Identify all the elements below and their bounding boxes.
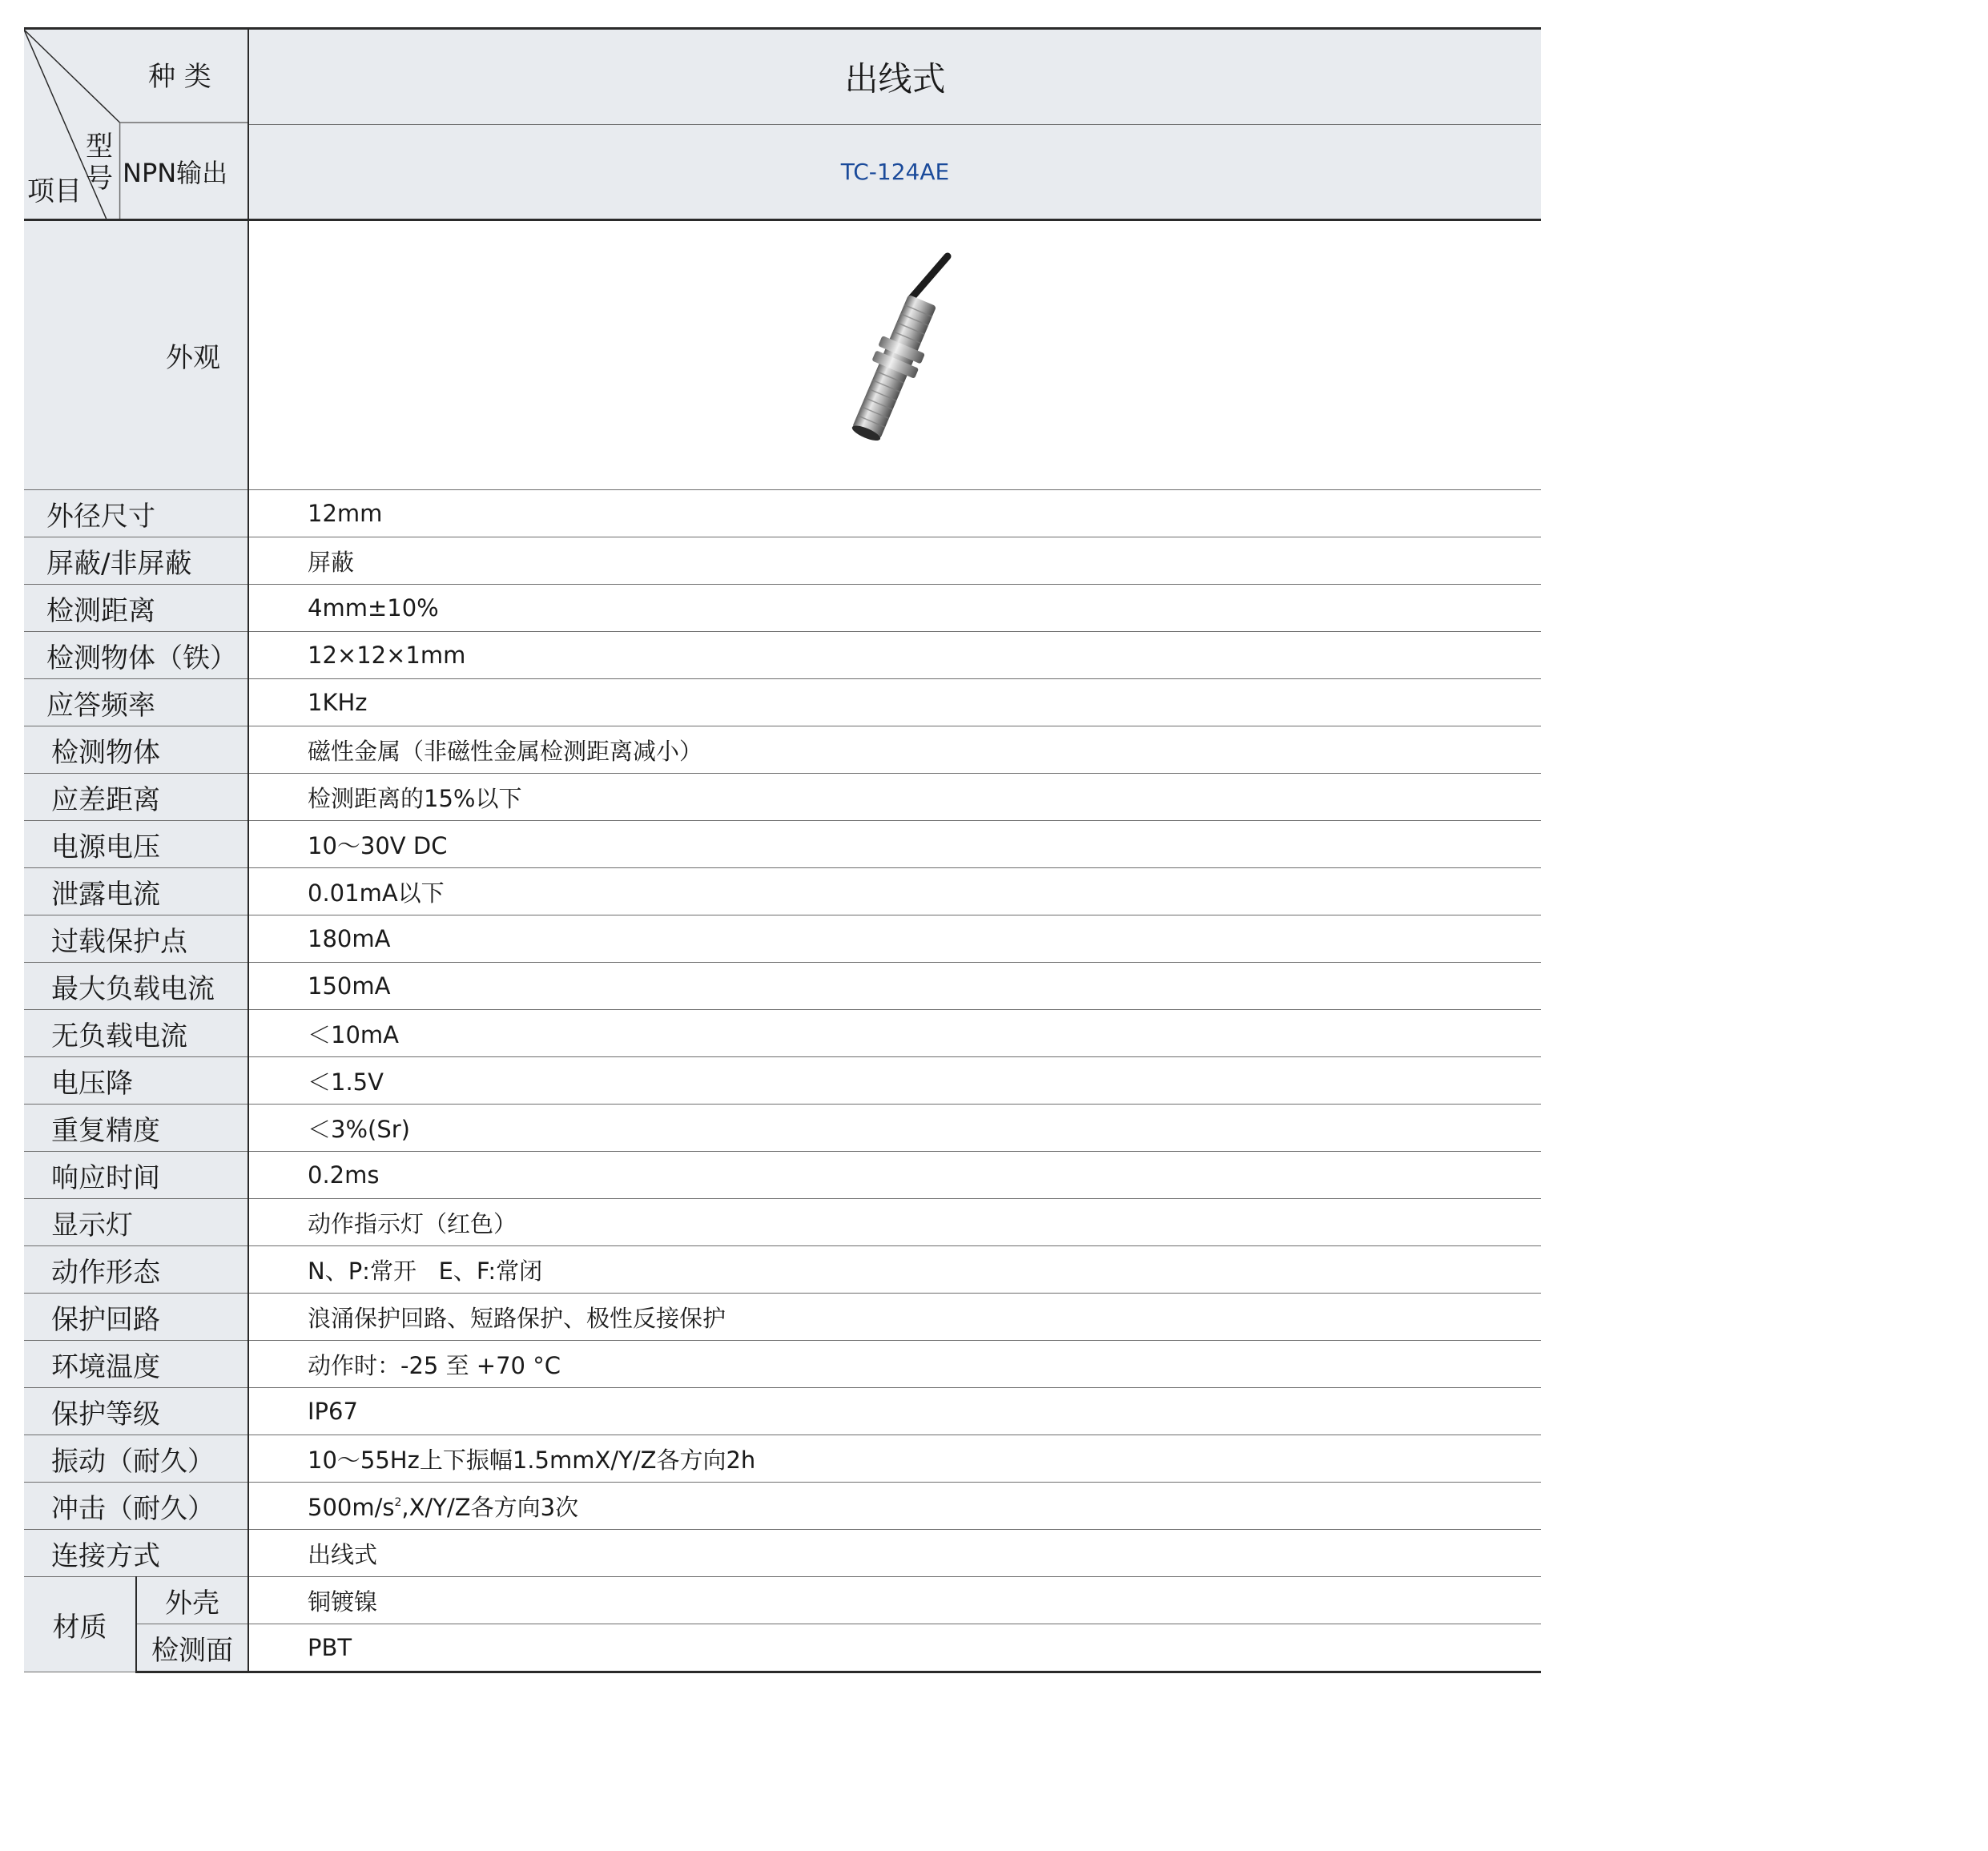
spec-label-max-load-current: 最大负载电流 [24, 963, 248, 1010]
spec-value-indicator: 动作指示灯（红色） [248, 1199, 1541, 1246]
spec-label-response-time: 响应时间 [24, 1152, 248, 1199]
appearance-label: 外观 [24, 220, 248, 490]
category-value: 出线式 [248, 29, 1541, 125]
spec-label-ambient-temperature: 环境温度 [24, 1341, 248, 1388]
spec-label-no-load-current: 无负载电流 [24, 1010, 248, 1057]
spec-value-hysteresis: 检测距离的15%以下 [248, 774, 1541, 821]
shock-value-main: 500m/s [308, 1493, 395, 1521]
model-value: TC-124AE [248, 124, 1541, 220]
spec-label-sensing-distance: 检测距离 [24, 585, 248, 632]
spec-value-vibration: 10～55Hz上下振幅1.5mmX/Y/Z各方向2h [248, 1435, 1541, 1483]
material-label: 材质 [24, 1577, 136, 1672]
item-label: 项目 [27, 175, 82, 207]
spec-label-outer-diameter: 外径尺寸 [24, 490, 248, 537]
material-face-label: 检测面 [136, 1624, 248, 1672]
spec-value-voltage-drop: ＜1.5V [248, 1057, 1541, 1105]
shock-value-tail: ,X/Y/Z各方向3次 [401, 1493, 579, 1521]
category-label: 种 类 [148, 61, 211, 93]
spec-label-indicator: 显示灯 [24, 1199, 248, 1246]
spec-label-detectable-object: 检测物体 [24, 726, 248, 774]
spec-value-output-mode: N、P:常开 E、F:常闭 [248, 1246, 1541, 1294]
spec-value-repeatability: ＜3%(Sr) [248, 1105, 1541, 1152]
spec-label-shielding: 屏蔽/非屏蔽 [24, 537, 248, 585]
spec-table [24, 27, 1541, 1673]
spec-value-leakage-current: 0.01mA以下 [248, 868, 1541, 915]
spec-value-shock [248, 1483, 1541, 1530]
spec-value-no-load-current: ＜10mA [248, 1010, 1541, 1057]
spec-label-target-iron: 检测物体（铁） [24, 632, 248, 679]
material-housing-value: 铜镀镍 [248, 1577, 1541, 1624]
model-label: 型号 [86, 131, 113, 195]
spec-value-sensing-distance: 4mm±10% [248, 585, 1541, 632]
spec-value-protection-grade: IP67 [248, 1388, 1541, 1435]
spec-label-voltage-drop: 电压降 [24, 1057, 248, 1105]
spec-value-connection: 出线式 [248, 1530, 1541, 1577]
material-housing-label: 外壳 [136, 1577, 248, 1624]
spec-label-vibration: 振动（耐久） [24, 1435, 248, 1483]
appearance-image-cell [248, 220, 1541, 490]
spec-label-shock: 冲击（耐久） [24, 1483, 248, 1530]
spec-value-detectable-object: 磁性金属（非磁性金属检测距离减小） [248, 726, 1541, 774]
spec-value-overload-protection: 180mA [248, 915, 1541, 963]
spec-label-protection-circuit: 保护回路 [24, 1294, 248, 1341]
spec-label-supply-voltage: 电源电压 [24, 821, 248, 868]
spec-value-outer-diameter: 12mm [248, 490, 1541, 537]
spec-label-overload-protection: 过载保护点 [24, 915, 248, 963]
spec-label-repeatability: 重复精度 [24, 1105, 248, 1152]
spec-label-protection-grade: 保护等级 [24, 1388, 248, 1435]
npn-output-label: NPN输出 [123, 158, 228, 188]
sensor-image [815, 250, 976, 458]
spec-label-leakage-current: 泄露电流 [24, 868, 248, 915]
spec-value-protection-circuit: 浪涌保护回路、短路保护、极性反接保护 [248, 1294, 1541, 1341]
spec-sheet [24, 27, 1541, 1673]
spec-label-connection: 连接方式 [24, 1530, 248, 1577]
spec-label-response-frequency: 应答频率 [24, 679, 248, 726]
spec-value-shielding: 屏蔽 [248, 537, 1541, 585]
header-corner-cell [24, 29, 248, 220]
spec-label-hysteresis: 应差距离 [24, 774, 248, 821]
shock-value-exponent: 2 [394, 1495, 402, 1509]
material-face-value: PBT [248, 1624, 1541, 1672]
spec-value-ambient-temperature: 动作时：-25 至 +70 °C [248, 1341, 1541, 1388]
spec-value-target-iron: 12×12×1mm [248, 632, 1541, 679]
spec-value-response-frequency: 1KHz [248, 679, 1541, 726]
spec-value-supply-voltage: 10～30V DC [248, 821, 1541, 868]
spec-label-output-mode: 动作形态 [24, 1246, 248, 1294]
spec-value-response-time: 0.2ms [248, 1152, 1541, 1199]
spec-value-max-load-current: 150mA [248, 963, 1541, 1010]
